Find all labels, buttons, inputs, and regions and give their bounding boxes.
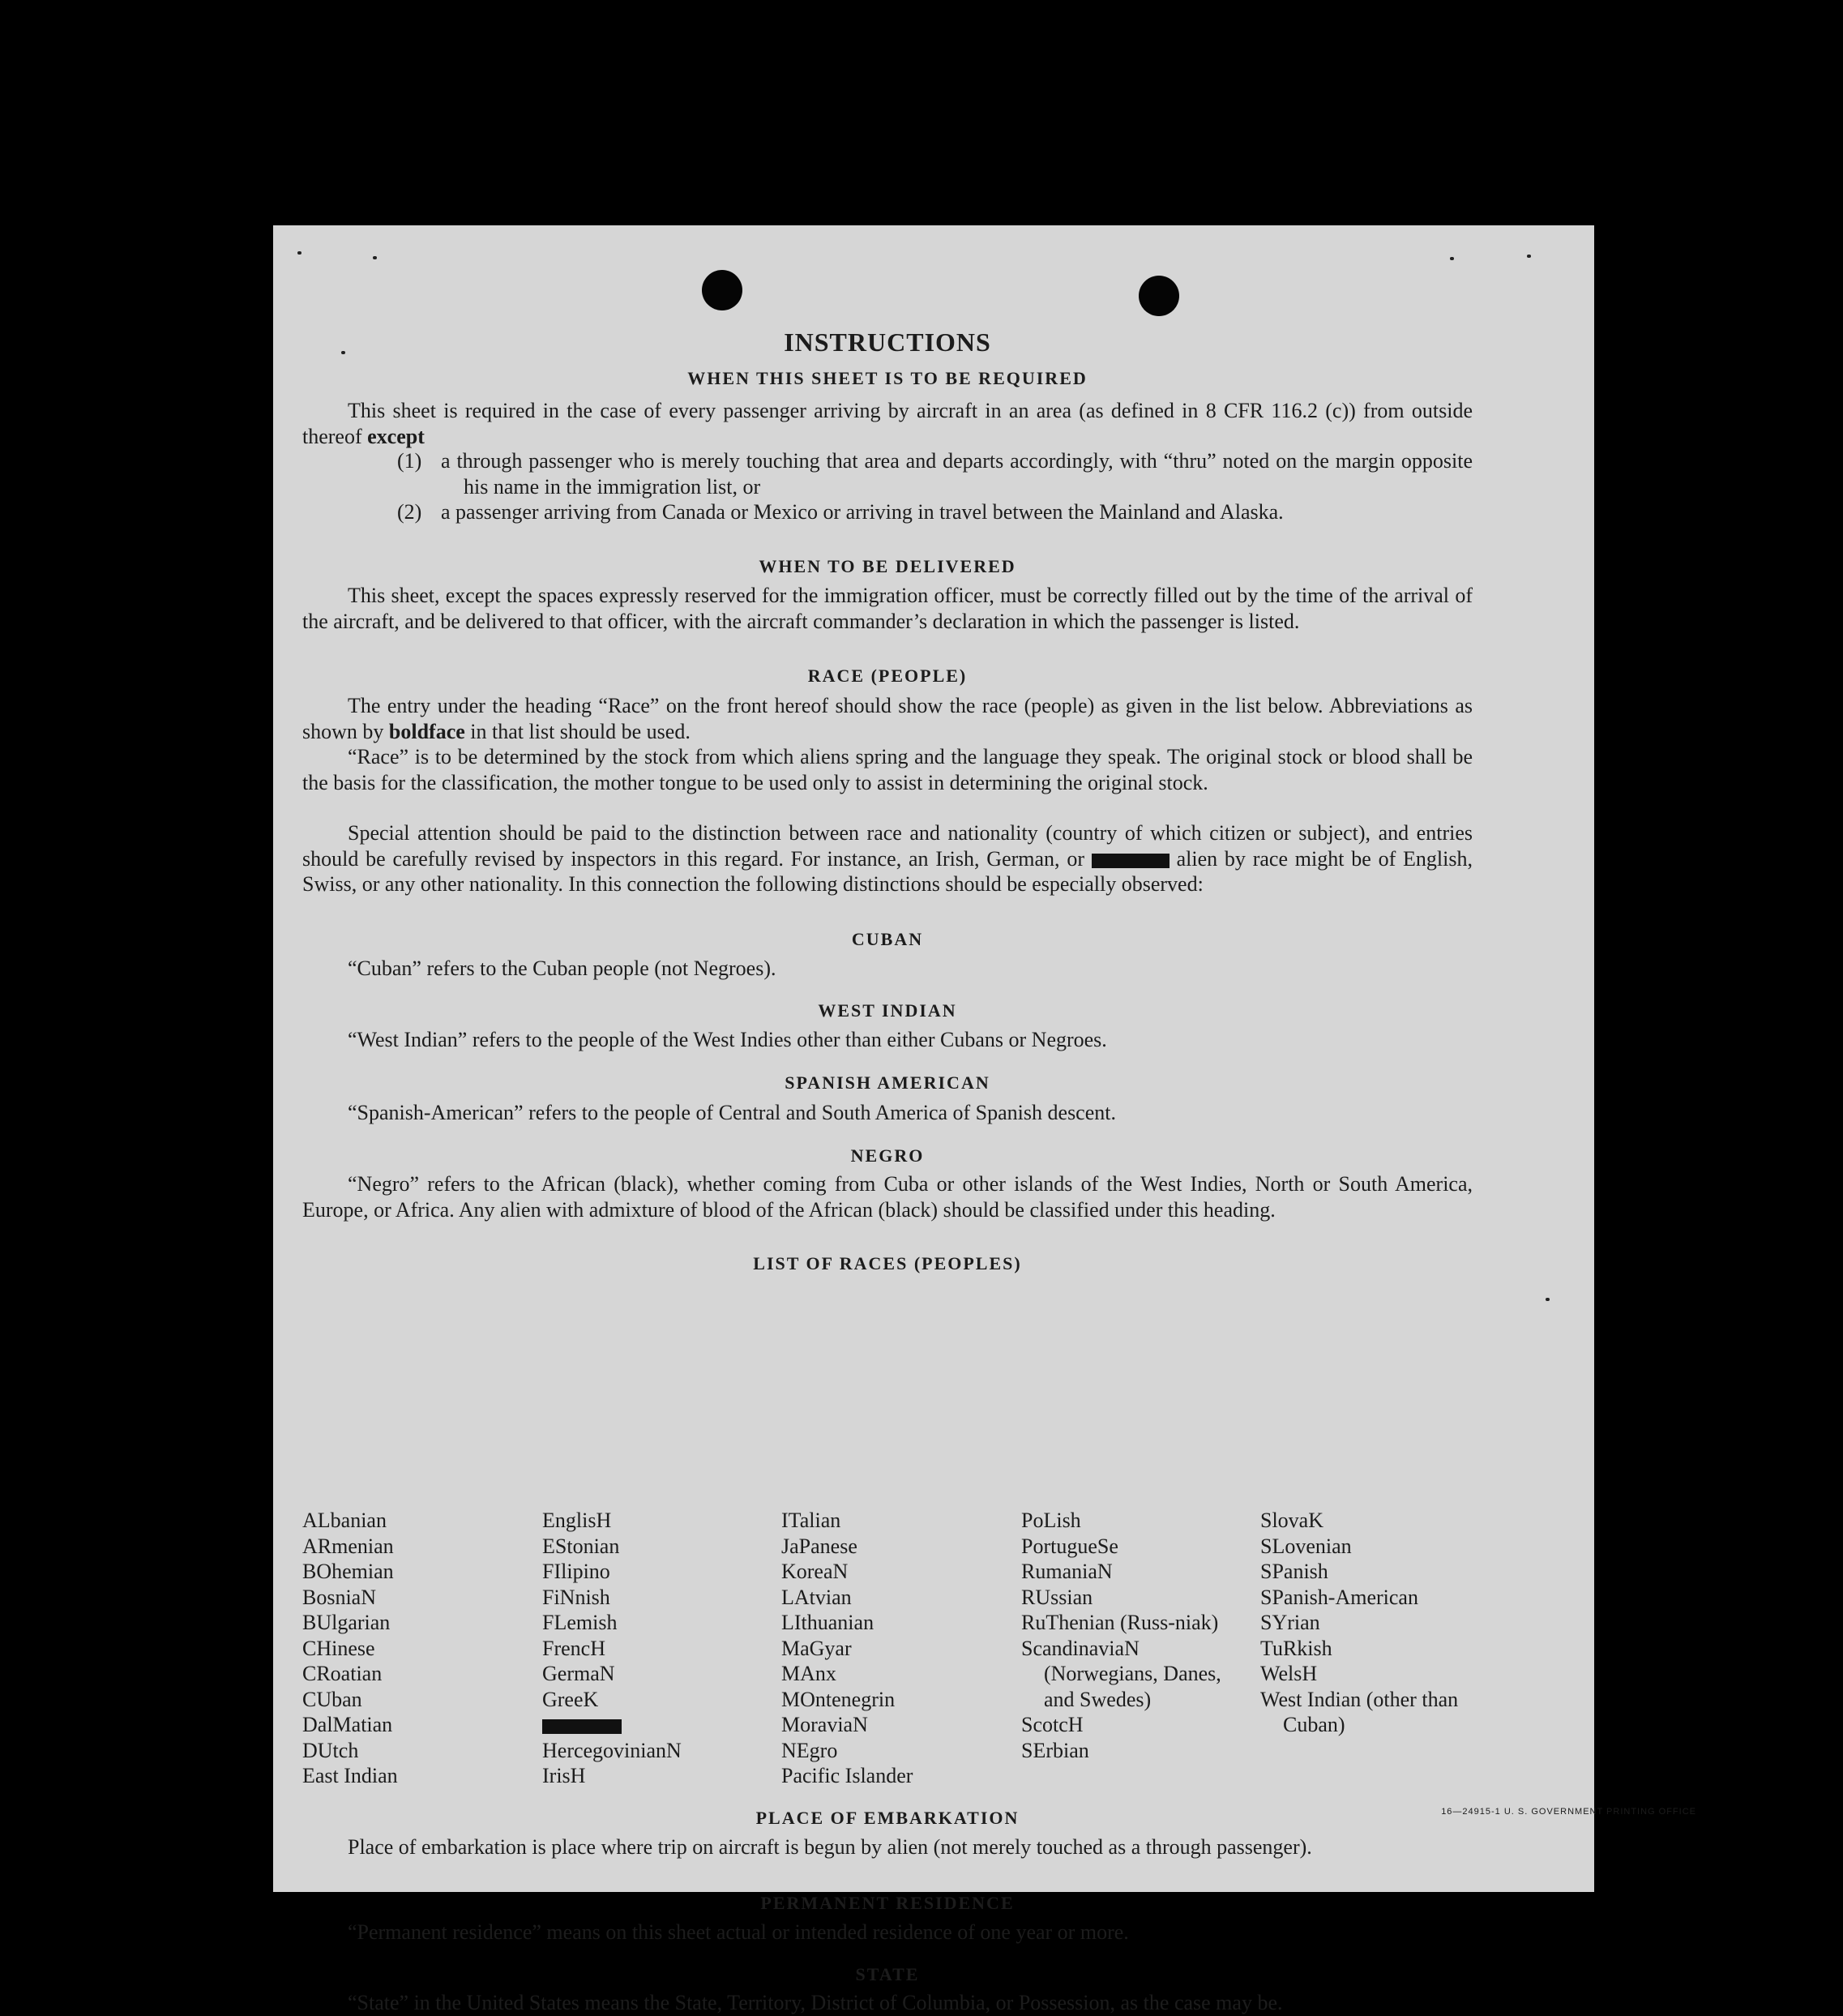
west-indian-text: “West Indian” refers to the people of the West Indies other than either Cubans or Negroes.	[348, 1028, 1107, 1051]
redaction-mark	[542, 1719, 622, 1734]
race-item: IrisH	[542, 1764, 586, 1787]
race-column-2	[542, 1508, 682, 1789]
cuban-text: “Cuban” refers to the Cuban people (not Negroes).	[348, 957, 776, 980]
race-paragraph-2: “Race” is to be determined by the stock from which aliens spring and the language they speak. The original stock or blood shall be the basis for the classification, the mother tongue to be used only to assist in determining the original stock.	[302, 745, 1473, 794]
race-item: LIthuanian	[781, 1611, 874, 1634]
page-title: INSTRUCTIONS	[784, 327, 991, 357]
race-item: MAnx	[781, 1662, 836, 1685]
race-item: East Indian	[302, 1764, 398, 1787]
race-item: SlovaK	[1260, 1509, 1323, 1532]
race-item: MaGyar	[781, 1636, 852, 1660]
race-item: HercegovinianN	[542, 1738, 682, 1762]
race-item: BOhemian	[302, 1560, 394, 1583]
punch-hole-right	[1139, 276, 1179, 316]
heading-west-indian: WEST INDIAN	[818, 1000, 957, 1021]
race-column-1	[302, 1508, 398, 1789]
race-item: SLovenian	[1260, 1534, 1352, 1558]
race-item: FrencH	[542, 1636, 605, 1660]
negro-text: “Negro” refers to the African (black), whether coming from Cuba or other islands of the West Indies, North or South America, Europe, or Africa. Any alien with admixture of blood of the African (black) should be classified under this heading.	[302, 1172, 1473, 1222]
heading-negro: NEGRO	[850, 1145, 925, 1166]
race-item: FiNnish	[542, 1585, 610, 1609]
embarkation-text: Place of embarkation is place where trip on aircraft is begun by alien (not merely touched as a through passenger).	[348, 1835, 1312, 1859]
heading-spanish-american: SPANISH AMERICAN	[785, 1072, 990, 1093]
race-item: SPanish-American	[1260, 1585, 1418, 1609]
race-item: SPanish	[1260, 1560, 1328, 1583]
race-item: RUssian	[1021, 1585, 1093, 1609]
race-item: ITalian	[781, 1509, 841, 1532]
race-item-redacted	[542, 1712, 682, 1738]
race-item: RumaniaN	[1021, 1560, 1113, 1583]
race-item: NEgro	[781, 1738, 838, 1762]
race-item: TuRkish	[1260, 1636, 1332, 1660]
race-item: WelsH	[1260, 1662, 1318, 1685]
race-item: RuThenian (Russ-niak)	[1021, 1611, 1219, 1634]
race-item: FIlipino	[542, 1560, 610, 1583]
race-item: ARmenian	[302, 1534, 394, 1558]
heading-list-of-races: LIST OF RACES (PEOPLES)	[753, 1253, 1022, 1273]
exception-item-2: (2) a passenger arriving from Canada or Mexico or arriving in travel between the Mainland and Alaska.	[397, 500, 1284, 524]
race-item: SYrian	[1260, 1611, 1320, 1634]
race-item: ALbanian	[302, 1509, 387, 1532]
printer-footer: 16—24915-1 U. S. GOVERNMENT PRINTING OFFICE	[1441, 1807, 1696, 1817]
race-item: PortugueSe	[1021, 1534, 1118, 1558]
race-item: CRoatian	[302, 1662, 383, 1685]
race-item: EStonian	[542, 1534, 620, 1558]
race-item: JaPanese	[781, 1534, 857, 1558]
race-column-4	[1021, 1508, 1240, 1763]
race-item: DalMatian	[302, 1713, 393, 1736]
heading-permanent-residence: PERMANENT RESIDENCE	[760, 1893, 1015, 1913]
punch-hole-left	[702, 270, 742, 310]
race-item: FLemish	[542, 1611, 618, 1634]
race-item: ScandinaviaN (Norwegians, Danes, and Swedes)	[1021, 1636, 1221, 1711]
race-item: CHinese	[302, 1636, 375, 1660]
heading-delivered: WHEN TO BE DELIVERED	[759, 556, 1016, 576]
heading-race: RACE (PEOPLE)	[807, 666, 968, 686]
speck	[1546, 1298, 1550, 1301]
spanish-american-text: “Spanish-American” refers to the people of Central and South America of Spanish descent.	[348, 1101, 1116, 1124]
race-paragraph-3: Special attention should be paid to the distinction between race and nationality (country of which citizen or subject), and entries should be carefully revised by inspectors in this regard. For instance, an Irish, German, or alien by race might be of English, Swiss, or any other nationality. In this connection the following distinctions should be especially observed:	[302, 821, 1473, 896]
race-item: GreeK	[542, 1687, 599, 1711]
race-item: DUtch	[302, 1738, 359, 1762]
delivered-text: This sheet, except the spaces expressly reserved for the immigration officer, must be correctly filled out by the time of the arrival of the aircraft, and be delivered to that officer, with the aircraft commander’s declaration in which the passenger is listed.	[302, 584, 1473, 633]
race-item: SErbian	[1021, 1738, 1089, 1762]
speck	[297, 251, 301, 255]
race-item: PoLish	[1021, 1509, 1081, 1532]
race-item: CUban	[302, 1687, 362, 1711]
race-item: MoraviaN	[781, 1713, 868, 1736]
exception-item-1: (1) a through passenger who is merely touching that area and departs accordingly, with “thru” noted on the margin opposite his name in the immigration list, or	[397, 449, 1473, 499]
required-intro: This sheet is required in the case of every passenger arriving by aircraft in an area (as defined in 8 CFR 116.2 (c)) from outside thereof except	[302, 399, 1473, 448]
heading-state: STATE	[855, 1964, 920, 1984]
heading-embarkation: PLACE OF EMBARKATION	[755, 1808, 1020, 1828]
race-item: GermaN	[542, 1662, 615, 1685]
speck	[1527, 255, 1531, 258]
race-item: BUlgarian	[302, 1611, 391, 1634]
race-item: MOntenegrin	[781, 1687, 896, 1711]
race-item: BosniaN	[302, 1585, 376, 1609]
heading-required: WHEN THIS SHEET IS TO BE REQUIRED	[687, 368, 1088, 388]
race-item: KoreaN	[781, 1560, 849, 1583]
race-paragraph-1: The entry under the heading “Race” on the front hereof should show the race (people) as given in the list below. Abbreviations as shown by boldface in that list should be used.	[302, 694, 1473, 743]
redaction-mark	[1092, 854, 1170, 868]
race-column-3	[781, 1508, 913, 1789]
document-sheet	[273, 225, 1594, 2014]
race-column-5	[1260, 1508, 1473, 1738]
race-item: LAtvian	[781, 1585, 852, 1609]
state-text: “State” in the United States means the State, Territory, District of Columbia, or Possession, as the case may be.	[348, 1991, 1283, 2014]
race-item: ScotcH	[1021, 1713, 1084, 1736]
race-item: EnglisH	[542, 1509, 612, 1532]
residence-text: “Permanent residence” means on this sheet actual or intended residence of one year or more.	[348, 1920, 1129, 1944]
speck	[1450, 257, 1454, 260]
race-item: West Indian (other than Cuban)	[1260, 1687, 1459, 1736]
heading-cuban: CUBAN	[851, 929, 924, 949]
race-item: Pacific Islander	[781, 1764, 913, 1787]
speck	[373, 256, 377, 259]
